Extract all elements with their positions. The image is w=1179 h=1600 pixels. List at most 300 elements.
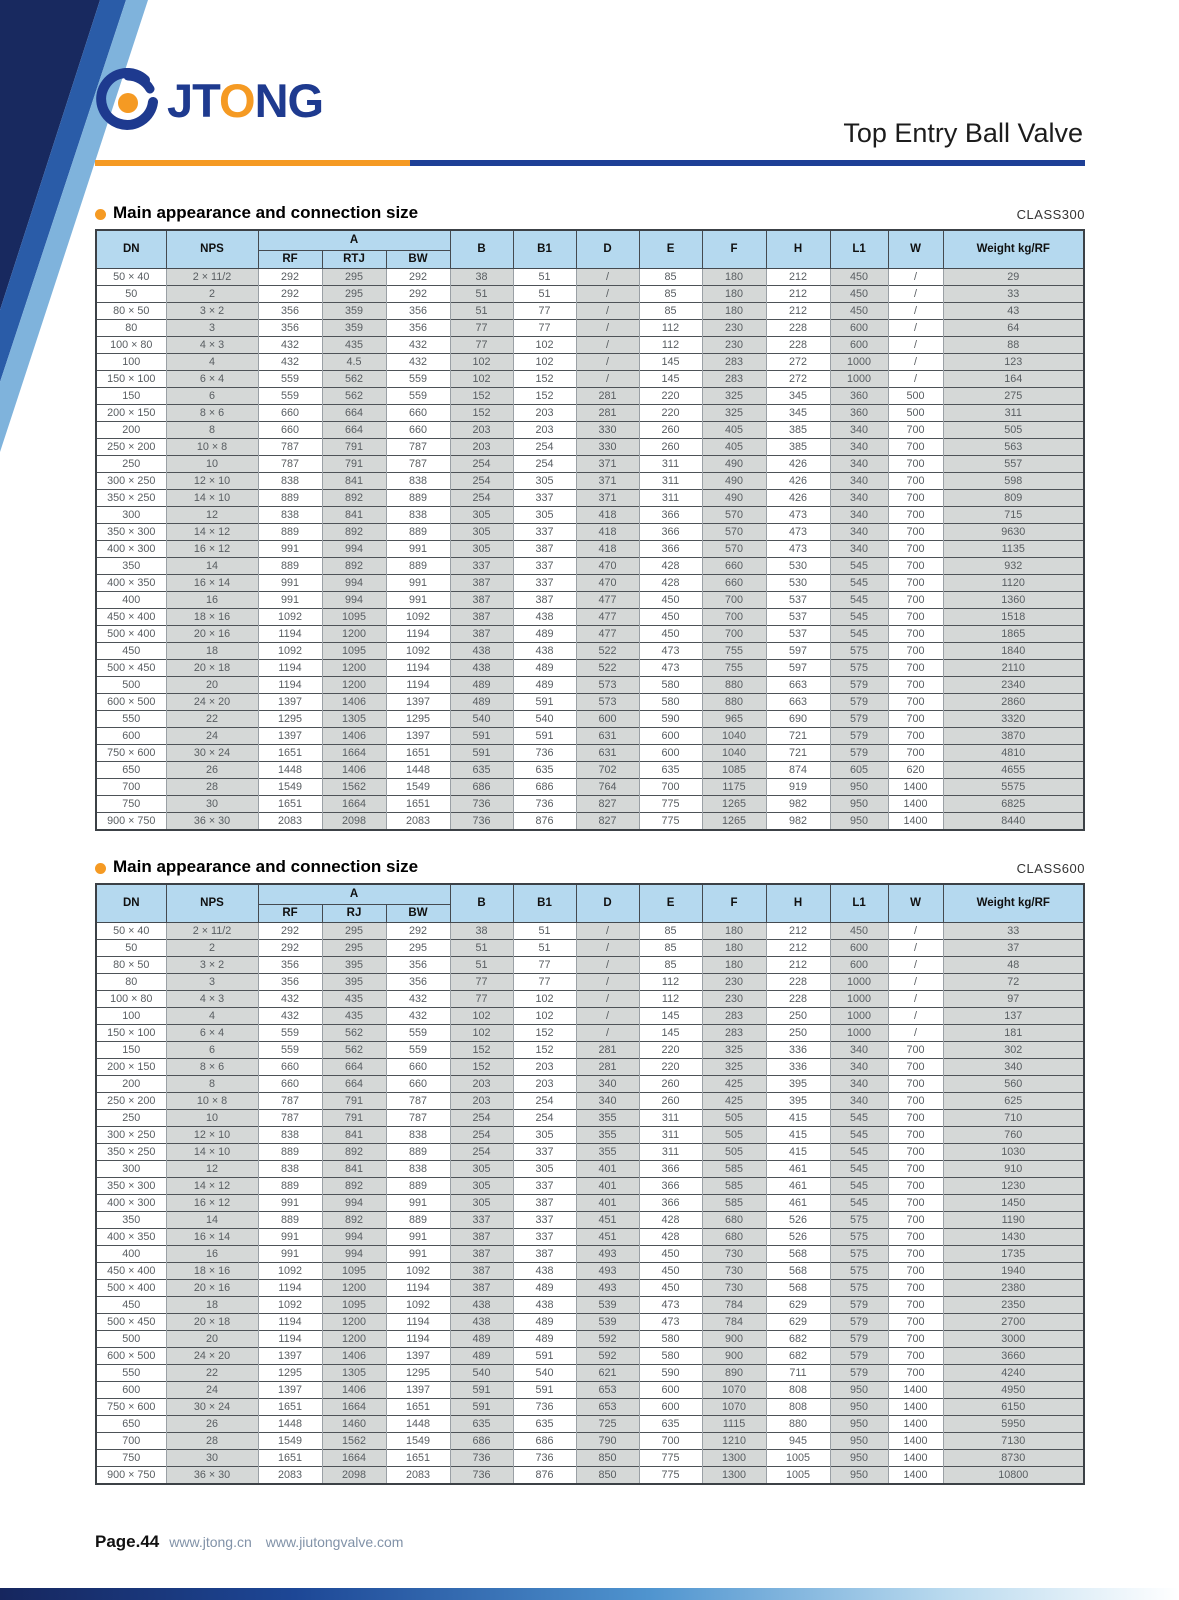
- table-cell: 100: [96, 1007, 166, 1024]
- table-cell: 1200: [322, 1313, 386, 1330]
- table-cell: 1651: [258, 744, 322, 761]
- table-row: [96, 1007, 1084, 1024]
- table-cell: 600: [639, 1398, 702, 1415]
- table-cell: 180: [702, 939, 766, 956]
- table-cell: 438: [513, 1262, 576, 1279]
- table-cell: 1135: [943, 540, 1084, 557]
- table-cell: 112: [639, 973, 702, 990]
- table-cell: 4950: [943, 1381, 1084, 1398]
- table-cell: 892: [322, 523, 386, 540]
- table-cell: 85: [639, 922, 702, 939]
- table-cell: /: [576, 973, 639, 990]
- table-cell: 305: [513, 1126, 576, 1143]
- table-cell: 592: [576, 1330, 639, 1347]
- table-cell: 635: [513, 1415, 576, 1432]
- table-cell: 350 × 300: [96, 523, 166, 540]
- table-cell: 1460: [322, 1415, 386, 1432]
- table-row: [96, 922, 1084, 939]
- table-cell: 530: [766, 574, 830, 591]
- table-cell: 150 × 100: [96, 370, 166, 387]
- table-cell: 791: [322, 1109, 386, 1126]
- table-cell: 305: [513, 472, 576, 489]
- table-cell: 700: [96, 778, 166, 795]
- table-cell: 295: [322, 939, 386, 956]
- table-cell: 537: [766, 608, 830, 625]
- table-cell: 700: [888, 472, 943, 489]
- table-cell: 1397: [258, 1347, 322, 1364]
- table-cell: 950: [830, 812, 888, 830]
- table-cell: 20 × 16: [166, 625, 258, 642]
- brand-logo-icon: [95, 68, 159, 132]
- table-cell: 51: [513, 922, 576, 939]
- table-cell: 426: [766, 455, 830, 472]
- table-cell: 1400: [888, 812, 943, 830]
- table-cell: 1400: [888, 1381, 943, 1398]
- table-row: [96, 1262, 1084, 1279]
- table-cell: 97: [943, 990, 1084, 1007]
- table-cell: 425: [702, 1092, 766, 1109]
- table-cell: 451: [576, 1211, 639, 1228]
- table-cell: 203: [450, 421, 513, 438]
- table-cell: 12: [166, 506, 258, 523]
- table-cell: /: [888, 1024, 943, 1041]
- col-header-w: W: [888, 230, 943, 269]
- col-header-rf: RF: [258, 250, 322, 268]
- col-header-b: B: [450, 884, 513, 923]
- table-cell: 2 × 11/2: [166, 268, 258, 285]
- table-cell: 1397: [258, 1381, 322, 1398]
- table-cell: 700: [888, 540, 943, 557]
- table-cell: 50 × 40: [96, 268, 166, 285]
- table-cell: 621: [576, 1364, 639, 1381]
- table-row: [96, 1194, 1084, 1211]
- table-cell: 10: [166, 1109, 258, 1126]
- table-cell: 387: [450, 574, 513, 591]
- table-cell: 305: [450, 1160, 513, 1177]
- table-cell: 1095: [322, 608, 386, 625]
- table-cell: 1092: [258, 1296, 322, 1313]
- table-cell: 180: [702, 956, 766, 973]
- table-cell: 50: [96, 939, 166, 956]
- col-header-rf: RF: [258, 904, 322, 922]
- table-cell: 991: [258, 1245, 322, 1262]
- table-cell: 1040: [702, 727, 766, 744]
- table-row: [96, 506, 1084, 523]
- table-cell: 102: [450, 353, 513, 370]
- table-cell: 597: [766, 642, 830, 659]
- table-cell: 635: [639, 1415, 702, 1432]
- table-cell: 827: [576, 795, 639, 812]
- table-cell: 680: [702, 1228, 766, 1245]
- table-cell: 295: [322, 922, 386, 939]
- table-cell: 1000: [830, 973, 888, 990]
- col-header-e: E: [639, 230, 702, 269]
- table-row: [96, 1364, 1084, 1381]
- table-cell: 85: [639, 939, 702, 956]
- col-header-weight: Weight kg/RF: [943, 230, 1084, 269]
- table-cell: 1000: [830, 1024, 888, 1041]
- table-cell: 660: [258, 404, 322, 421]
- table-cell: 295: [322, 285, 386, 302]
- table-cell: 200 × 150: [96, 1058, 166, 1075]
- table-cell: 102: [513, 990, 576, 1007]
- table-cell: 230: [702, 973, 766, 990]
- footer-url-jiutongvalve: www.jiutongvalve.com: [265, 1534, 404, 1550]
- table-cell: 3 × 2: [166, 956, 258, 973]
- table-cell: 152: [513, 370, 576, 387]
- table-cell: 505: [702, 1109, 766, 1126]
- table-cell: 1200: [322, 1279, 386, 1296]
- table-cell: 260: [639, 438, 702, 455]
- table-cell: 1664: [322, 744, 386, 761]
- table-cell: 102: [513, 1007, 576, 1024]
- table-cell: 340: [830, 540, 888, 557]
- table-cell: 730: [702, 1279, 766, 1296]
- table-cell: 10800: [943, 1466, 1084, 1484]
- table-cell: 950: [830, 795, 888, 812]
- table-cell: 700: [888, 1092, 943, 1109]
- table-cell: 33: [943, 922, 1084, 939]
- table-cell: 2083: [386, 812, 450, 830]
- table-cell: 254: [513, 1092, 576, 1109]
- table-cell: 2: [166, 939, 258, 956]
- table-cell: 272: [766, 353, 830, 370]
- table-cell: 591: [450, 744, 513, 761]
- table-cell: 991: [386, 574, 450, 591]
- table-cell: 635: [513, 761, 576, 778]
- table-cell: 1651: [386, 795, 450, 812]
- table-cell: 850: [576, 1466, 639, 1484]
- table-cell: 37: [943, 939, 1084, 956]
- table-cell: 432: [258, 336, 322, 353]
- table-cell: 401: [576, 1160, 639, 1177]
- table-cell: 300: [96, 1160, 166, 1177]
- table-cell: 7130: [943, 1432, 1084, 1449]
- table-cell: 356: [258, 956, 322, 973]
- table-cell: 16 × 12: [166, 540, 258, 557]
- table-cell: 700: [888, 455, 943, 472]
- brand-wordmark-o: O: [219, 73, 255, 127]
- table-cell: 4240: [943, 1364, 1084, 1381]
- table-cell: 292: [386, 268, 450, 285]
- table-cell: 200: [96, 1075, 166, 1092]
- table-cell: 283: [702, 1007, 766, 1024]
- table-cell: 1070: [702, 1381, 766, 1398]
- table-cell: 700: [639, 778, 702, 795]
- table-cell: 841: [322, 472, 386, 489]
- table-cell: 425: [702, 1075, 766, 1092]
- table-cell: 254: [450, 472, 513, 489]
- table-cell: 1085: [702, 761, 766, 778]
- table-cell: 102: [450, 1007, 513, 1024]
- table-cell: 2 × 11/2: [166, 922, 258, 939]
- table-cell: 4 × 3: [166, 990, 258, 1007]
- table-cell: 537: [766, 625, 830, 642]
- table-cell: 1000: [830, 990, 888, 1007]
- table-cell: 1450: [943, 1194, 1084, 1211]
- table-cell: 24 × 20: [166, 693, 258, 710]
- table-cell: 1664: [322, 795, 386, 812]
- table-cell: 415: [766, 1126, 830, 1143]
- table-cell: 203: [513, 421, 576, 438]
- table-cell: 450 × 400: [96, 608, 166, 625]
- table-cell: 764: [576, 778, 639, 795]
- table-cell: 337: [450, 1211, 513, 1228]
- table-cell: 1092: [258, 608, 322, 625]
- table-cell: 736: [513, 1398, 576, 1415]
- table-cell: 686: [513, 1432, 576, 1449]
- table-cell: 838: [386, 1126, 450, 1143]
- table-cell: 428: [639, 1211, 702, 1228]
- table-cell: 600: [96, 1381, 166, 1398]
- table-cell: 102: [450, 1024, 513, 1041]
- table-row: [96, 1449, 1084, 1466]
- table-cell: 254: [450, 1143, 513, 1160]
- bottom-gradient-bar: [0, 1588, 1179, 1600]
- table-row: [96, 659, 1084, 676]
- table-cell: 787: [258, 438, 322, 455]
- table-cell: 1092: [386, 608, 450, 625]
- table-cell: 889: [258, 1177, 322, 1194]
- table-cell: 950: [830, 778, 888, 795]
- table-cell: 1651: [386, 1398, 450, 1415]
- table-cell: 838: [258, 472, 322, 489]
- table-cell: 80: [96, 973, 166, 990]
- table-cell: 14 × 10: [166, 489, 258, 506]
- table-cell: 250 × 200: [96, 438, 166, 455]
- table-cell: 982: [766, 795, 830, 812]
- table-cell: 991: [258, 574, 322, 591]
- table-cell: 1005: [766, 1449, 830, 1466]
- table-cell: 450: [830, 285, 888, 302]
- table-cell: 631: [576, 727, 639, 744]
- table-cell: 664: [322, 404, 386, 421]
- table-cell: 1092: [386, 1296, 450, 1313]
- table-cell: 203: [450, 1075, 513, 1092]
- table-cell: 387: [450, 1245, 513, 1262]
- table-cell: 600: [830, 319, 888, 336]
- table-cell: 4 × 3: [166, 336, 258, 353]
- table-cell: 876: [513, 812, 576, 830]
- table-cell: 489: [450, 676, 513, 693]
- table-cell: 585: [702, 1194, 766, 1211]
- table-cell: 438: [513, 642, 576, 659]
- table-cell: 260: [639, 421, 702, 438]
- table-cell: 559: [386, 370, 450, 387]
- table-cell: 600: [639, 1381, 702, 1398]
- table-cell: 559: [258, 1041, 322, 1058]
- table-cell: 702: [576, 761, 639, 778]
- table-cell: 30: [166, 795, 258, 812]
- table-cell: 991: [258, 1228, 322, 1245]
- table-cell: 355: [576, 1109, 639, 1126]
- table-cell: 281: [576, 387, 639, 404]
- table-cell: 4.5: [322, 353, 386, 370]
- table-cell: 635: [450, 1415, 513, 1432]
- table-cell: /: [576, 336, 639, 353]
- section-class300: [95, 204, 1085, 831]
- table-cell: 540: [450, 1364, 513, 1381]
- table-cell: 405: [702, 438, 766, 455]
- table-cell: 537: [766, 591, 830, 608]
- table-cell: 889: [386, 1211, 450, 1228]
- table-cell: 6: [166, 1041, 258, 1058]
- table-cell: 500 × 400: [96, 625, 166, 642]
- table-cell: 356: [258, 302, 322, 319]
- table-cell: 755: [702, 642, 766, 659]
- table-cell: 470: [576, 557, 639, 574]
- table-cell: 2700: [943, 1313, 1084, 1330]
- table-cell: 600: [830, 956, 888, 973]
- table-cell: 557: [943, 455, 1084, 472]
- table-cell: 450: [639, 591, 702, 608]
- table-cell: 461: [766, 1160, 830, 1177]
- table-cell: 994: [322, 1228, 386, 1245]
- table-cell: 1735: [943, 1245, 1084, 1262]
- table-cell: 112: [639, 990, 702, 1007]
- table-cell: 10 × 8: [166, 1092, 258, 1109]
- table-cell: 366: [639, 506, 702, 523]
- table-cell: 775: [639, 812, 702, 830]
- table-cell: 275: [943, 387, 1084, 404]
- table-cell: 371: [576, 489, 639, 506]
- table-cell: 4655: [943, 761, 1084, 778]
- table-cell: 736: [513, 744, 576, 761]
- table-cell: 590: [639, 710, 702, 727]
- table-row: [96, 693, 1084, 710]
- table-cell: 892: [322, 557, 386, 574]
- col-header-e: E: [639, 884, 702, 923]
- table-cell: 950: [830, 1415, 888, 1432]
- table-cell: 889: [258, 1211, 322, 1228]
- table-row: [96, 404, 1084, 421]
- table-row: [96, 540, 1084, 557]
- table-cell: 991: [386, 1228, 450, 1245]
- table-cell: 1265: [702, 795, 766, 812]
- table-cell: 473: [766, 540, 830, 557]
- table-row: [96, 1126, 1084, 1143]
- table-cell: 575: [830, 642, 888, 659]
- table-cell: 650: [96, 1415, 166, 1432]
- table-cell: 450: [96, 1296, 166, 1313]
- table-cell: 489: [513, 659, 576, 676]
- table-cell: 579: [830, 710, 888, 727]
- table-cell: 562: [322, 387, 386, 404]
- table-cell: 591: [513, 727, 576, 744]
- table-cell: 600 × 500: [96, 1347, 166, 1364]
- table-cell: 991: [258, 540, 322, 557]
- table-cell: 950: [830, 1466, 888, 1484]
- table-cell: 305: [513, 1160, 576, 1177]
- table-cell: 579: [830, 744, 888, 761]
- table-cell: 1397: [258, 693, 322, 710]
- table-cell: 575: [830, 1228, 888, 1245]
- table-cell: 579: [830, 693, 888, 710]
- table-cell: 919: [766, 778, 830, 795]
- col-header-b: B: [450, 230, 513, 269]
- table-cell: 8 × 6: [166, 1058, 258, 1075]
- table-cell: /: [576, 939, 639, 956]
- table-cell: 808: [766, 1398, 830, 1415]
- table-cell: 12 × 10: [166, 1126, 258, 1143]
- page-number: Page.44: [95, 1532, 160, 1551]
- col-header-b1: B1: [513, 230, 576, 269]
- table-cell: 77: [513, 973, 576, 990]
- col-header-b1: B1: [513, 884, 576, 923]
- table-cell: 250: [766, 1024, 830, 1041]
- table-cell: 281: [576, 1058, 639, 1075]
- table-cell: 597: [766, 659, 830, 676]
- table-cell: 212: [766, 302, 830, 319]
- table-cell: 631: [576, 744, 639, 761]
- table-cell: 250: [96, 455, 166, 472]
- table-cell: 4: [166, 1007, 258, 1024]
- table-cell: 700: [702, 625, 766, 642]
- table-cell: 490: [702, 455, 766, 472]
- table-cell: 700: [888, 744, 943, 761]
- table-cell: 254: [450, 1126, 513, 1143]
- table-cell: /: [576, 302, 639, 319]
- table-cell: 540: [450, 710, 513, 727]
- table-cell: 700: [888, 489, 943, 506]
- table-cell: 1300: [702, 1466, 766, 1484]
- table-cell: 1397: [386, 693, 450, 710]
- table-row: [96, 990, 1084, 1007]
- table-cell: 180: [702, 922, 766, 939]
- table-cell: 874: [766, 761, 830, 778]
- table-cell: /: [888, 956, 943, 973]
- table-row: [96, 642, 1084, 659]
- table-cell: 545: [830, 591, 888, 608]
- table-cell: 690: [766, 710, 830, 727]
- table-cell: 432: [258, 353, 322, 370]
- table-cell: 2: [166, 285, 258, 302]
- table-cell: 473: [766, 523, 830, 540]
- table-cell: 991: [386, 1194, 450, 1211]
- table-cell: 1430: [943, 1228, 1084, 1245]
- table-cell: 579: [830, 727, 888, 744]
- table-cell: 100: [96, 353, 166, 370]
- table-cell: 889: [386, 489, 450, 506]
- table-cell: 311: [639, 489, 702, 506]
- table-cell: 325: [702, 1041, 766, 1058]
- table-cell: 254: [513, 455, 576, 472]
- table-row: [96, 523, 1084, 540]
- table-cell: 26: [166, 761, 258, 778]
- table-cell: 600: [639, 727, 702, 744]
- table-cell: 591: [450, 727, 513, 744]
- table-cell: 150: [96, 1041, 166, 1058]
- table-cell: 401: [576, 1194, 639, 1211]
- table-cell: 1651: [386, 1449, 450, 1466]
- table-cell: 18 × 16: [166, 608, 258, 625]
- table-cell: 1120: [943, 574, 1084, 591]
- table-cell: 590: [639, 1364, 702, 1381]
- table-cell: /: [888, 302, 943, 319]
- table-cell: 1305: [322, 710, 386, 727]
- bullet-icon: [95, 863, 106, 874]
- table-cell: 85: [639, 302, 702, 319]
- table-cell: 1664: [322, 1398, 386, 1415]
- table-cell: 28: [166, 1432, 258, 1449]
- table-cell: 1400: [888, 795, 943, 812]
- table-cell: 212: [766, 956, 830, 973]
- table-cell: 51: [513, 285, 576, 302]
- table-cell: 570: [702, 506, 766, 523]
- table-cell: /: [576, 990, 639, 1007]
- table-cell: 775: [639, 1449, 702, 1466]
- table-cell: 51: [450, 939, 513, 956]
